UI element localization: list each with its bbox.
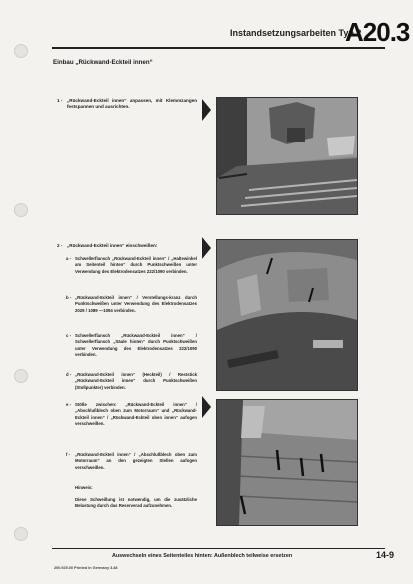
substep-text: „Rückwand-Eckteil innen“ (Heckteil) / Reststick „Rückwand-Eckteil innen“ durch Punktschweißen (Stollpunkter) verbinden. — [75, 372, 197, 390]
step-text: „Rückwand-Eckteil innen“ anpassen, mit Klemmzangen festspannen und ausrichten. — [67, 98, 197, 110]
photo-step-2b — [216, 399, 358, 526]
section-title: Einbau „Rückwand-Eckteil innen“ — [53, 59, 153, 66]
callout-arrow — [202, 99, 211, 121]
photo-step-2a — [216, 239, 358, 391]
substep-label: b - — [66, 295, 72, 300]
note-text: Diese Schweißung ist notwendig, um die zusätzliche Belastung durch das Reserverad aufzunehmen. — [75, 497, 197, 509]
substep-f — [66, 452, 197, 471]
note-body — [75, 497, 197, 510]
substep-text: Schwellerflansch „Rückwand-Eckteil innen“ / Schwellerflansch „Säule hinten“ durch Punktschweißen unter Verwendung des Elektrodensatzes 222/1090 verbinden. — [75, 333, 197, 357]
substep-a — [66, 256, 197, 275]
substep-b — [66, 295, 197, 314]
print-note: 200.925.00 Printed in Germany 3.48 — [54, 566, 118, 570]
substep-label: a - — [66, 256, 72, 261]
step-1 — [57, 98, 197, 111]
footer-title: Auswechseln eines Seitenteiles hinten: Außenblech teilweise ersetzen — [112, 553, 293, 559]
header-title: Instandsetzungsarbeiten Typ 2 — [230, 28, 362, 38]
step-number: 2 - — [57, 243, 63, 248]
callout-arrow — [202, 237, 211, 259]
substep-text: Stöße zwischen: „Rückwand-Eckteil innen“ / „Abschlußblech oben zum Motorraum“ und „Rückwand-Eckteil innen“ / „Rückwand-Eckteil oben innen“ aufogen verschweißen. — [75, 402, 197, 426]
substep-text: Schwellerflansch „Rückwand-Eckteil innen“ / „Haltewinkel am Seitenteil hinten“ durch Punktschweißen unter Verwendung des Elektrodensatzes 222/1090 verbinden. — [75, 256, 197, 274]
binder-hole — [14, 203, 28, 217]
binder-hole — [14, 44, 28, 58]
photo-step-1 — [216, 97, 358, 215]
step-number: 1 - — [57, 98, 63, 103]
note — [75, 485, 197, 491]
substep-e — [66, 402, 197, 427]
header-rule — [52, 47, 385, 49]
substep-d — [66, 372, 197, 391]
substep-text: „Rückwand-Eckteil innen“ / Verstellungs-kranz durch Punktschweißen unter Verwendung des Elektrodensatzes 2029 / 1089 —1094 verbinden. — [75, 295, 197, 313]
footer-rule — [52, 548, 385, 549]
substep-c — [66, 333, 197, 358]
substep-label: e - — [66, 402, 72, 407]
substep-label: c - — [66, 333, 72, 338]
page-number: 14-9 — [376, 550, 395, 560]
substep-text: „Rückwand-Eckteil innen“ / „Abschlußblech oben zum Motorraum“ an den gezeigten Stellen aufogen verschweißen. — [75, 452, 197, 470]
callout-arrow — [202, 396, 211, 418]
step-2 — [57, 243, 197, 249]
binder-hole — [14, 527, 28, 541]
substep-label: d - — [66, 372, 72, 377]
step-text: „Rückwand-Eckteil innen“ einschweißen: — [67, 243, 158, 248]
binder-hole — [14, 369, 28, 383]
substep-label: f - — [66, 452, 71, 457]
note-title: Hinweis: — [75, 485, 93, 490]
header-code: A20.3 — [345, 17, 410, 47]
